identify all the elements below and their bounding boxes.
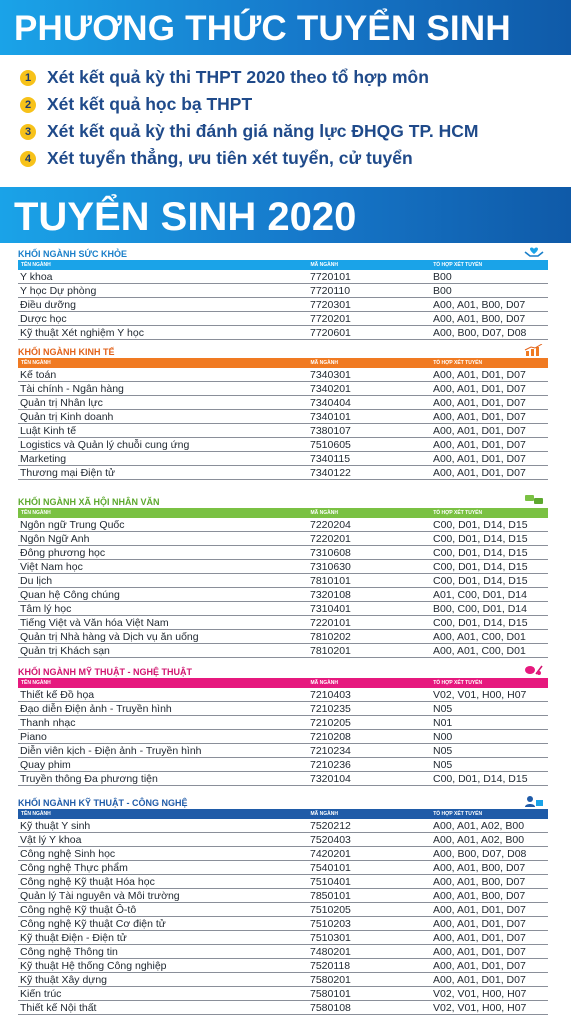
table-row bbox=[18, 452, 548, 466]
major-code: 7210235 bbox=[310, 703, 351, 715]
major-code: 7580201 bbox=[310, 974, 351, 986]
major-code: 7340301 bbox=[310, 369, 351, 381]
subject-combination: A00, A01, D01, D07 bbox=[433, 946, 526, 958]
major-code: 7720101 bbox=[310, 271, 351, 283]
subject-combination: A00, A01, D01, D07 bbox=[433, 960, 526, 972]
major-code: 7310401 bbox=[310, 603, 351, 615]
subject-combination: C00, D01, D14, D15 bbox=[433, 519, 528, 531]
major-code: 7210208 bbox=[310, 731, 351, 743]
major-name: Công nghệ Sinh học bbox=[20, 848, 116, 860]
major-name: Quản trị Kinh doanh bbox=[20, 411, 114, 423]
table-row bbox=[18, 532, 548, 546]
number-badge: 2 bbox=[20, 97, 36, 113]
major-name: Công nghệ Thông tin bbox=[20, 946, 118, 958]
section-title bbox=[18, 666, 548, 678]
subject-combination: C00, D01, D14, D15 bbox=[433, 617, 528, 629]
number-badge: 4 bbox=[20, 151, 36, 167]
subject-combination: C00, D01, D14, D15 bbox=[433, 533, 528, 545]
table-row bbox=[18, 424, 548, 438]
subject-combination: V02, V01, H00, H07 bbox=[433, 988, 527, 1000]
table-row bbox=[18, 410, 548, 424]
major-code: 7210403 bbox=[310, 689, 351, 701]
section-title-text: KHỐI NGÀNH SỨC KHỎE bbox=[18, 249, 127, 259]
subject-combination: C00, D01, D14, D15 bbox=[433, 575, 528, 587]
major-code: 7340201 bbox=[310, 383, 351, 395]
table-row bbox=[18, 973, 548, 987]
column-header-code: MÃ NGÀNH bbox=[310, 680, 338, 686]
major-code: 7380107 bbox=[310, 425, 351, 437]
major-code: 7720201 bbox=[310, 313, 351, 325]
major-name: Kỹ thuật Xét nghiệm Y học bbox=[20, 327, 144, 339]
table-row bbox=[18, 688, 548, 702]
table-row bbox=[18, 931, 548, 945]
subject-combination: A01, C00, D01, D14 bbox=[433, 589, 527, 601]
major-name: Y khoa bbox=[20, 271, 53, 283]
table-row bbox=[18, 630, 548, 644]
table-row bbox=[18, 903, 548, 917]
table-body bbox=[18, 518, 548, 658]
method-text: Xét kết quả học bạ THPT bbox=[47, 94, 253, 114]
subject-combination: A00, A01, B00, D07 bbox=[433, 890, 526, 902]
major-code: 7320104 bbox=[310, 773, 351, 785]
major-code: 7580108 bbox=[310, 1002, 351, 1014]
section-engineering bbox=[18, 797, 548, 1015]
major-code: 7340115 bbox=[310, 453, 351, 465]
table-row bbox=[18, 270, 548, 284]
major-name: Dược học bbox=[20, 313, 67, 325]
subject-combination: V02, V01, H00, H07 bbox=[433, 1002, 527, 1014]
method-item bbox=[20, 145, 560, 172]
subject-combination: A00, A01, D01, D07 bbox=[433, 369, 526, 381]
subject-combination: C00, D01, D14, D15 bbox=[433, 547, 528, 559]
table-body bbox=[18, 688, 548, 786]
major-code: 7810202 bbox=[310, 631, 351, 643]
major-name: Kỹ thuật Y sinh bbox=[20, 820, 91, 832]
table-row bbox=[18, 616, 548, 630]
method-text: Xét kết quả kỳ thi THPT 2020 theo tổ hợp môn bbox=[47, 67, 429, 87]
table-row bbox=[18, 959, 548, 973]
major-name: Tâm lý học bbox=[20, 603, 72, 615]
major-name: Marketing bbox=[20, 453, 67, 465]
table-row bbox=[18, 466, 548, 480]
major-code: 7810101 bbox=[310, 575, 351, 587]
section-title-text: KHỐI NGÀNH MỸ THUẬT - NGHỆ THUẬT bbox=[18, 667, 192, 677]
section-title bbox=[18, 797, 548, 809]
subject-combination: B00, C00, D01, D14 bbox=[433, 603, 527, 615]
column-header-code: MÃ NGÀNH bbox=[310, 510, 338, 516]
section-title-text: KHỐI NGÀNH XÃ HỘI NHÂN VĂN bbox=[18, 497, 160, 507]
subject-combination: A00, A01, D01, D07 bbox=[433, 453, 526, 465]
column-header-combo: TỔ HỢP XÉT TUYỂN bbox=[433, 811, 483, 817]
major-name: Logistics và Quản lý chuỗi cung ứng bbox=[20, 439, 190, 451]
major-code: 7540101 bbox=[310, 862, 351, 874]
major-code: 7720110 bbox=[310, 285, 351, 297]
column-header-name: TÊN NGÀNH bbox=[21, 680, 51, 686]
section-title bbox=[18, 248, 548, 260]
subject-combination: B00 bbox=[433, 271, 452, 283]
subject-combination: A00, A01, B00, D07 bbox=[433, 862, 526, 874]
major-name: Công nghệ Kỹ thuật Ô-tô bbox=[20, 904, 137, 916]
major-code: 7340122 bbox=[310, 467, 351, 479]
section-title-text: KHỐI NGÀNH KỸ THUẬT - CÔNG NGHỆ bbox=[18, 798, 188, 808]
major-name: Quan hệ Công chúng bbox=[20, 589, 120, 601]
major-name: Kỹ thuật Hệ thống Công nghiệp bbox=[20, 960, 167, 972]
major-code: 7510401 bbox=[310, 876, 351, 888]
major-name: Công nghệ Thực phẩm bbox=[20, 862, 128, 874]
major-name: Đông phương học bbox=[20, 547, 106, 559]
major-name: Quản trị Nhân lực bbox=[20, 397, 103, 409]
major-name: Ngôn ngữ Trung Quốc bbox=[20, 519, 125, 531]
subject-combination: A00, B00, D07, D08 bbox=[433, 327, 527, 339]
subject-combination: A00, A01, D01, D07 bbox=[433, 425, 526, 437]
column-header-combo: TỔ HỢP XÉT TUYỂN bbox=[433, 510, 483, 516]
major-name: Việt Nam học bbox=[20, 561, 83, 573]
table-row bbox=[18, 560, 548, 574]
subject-combination: A00, A01, B00, D07 bbox=[433, 313, 526, 325]
health-hands-icon bbox=[524, 246, 544, 258]
major-name: Điều dưỡng bbox=[20, 299, 76, 311]
table-header bbox=[18, 358, 548, 368]
major-name: Công nghệ Kỹ thuật Cơ điện tử bbox=[20, 918, 166, 930]
art-palette-icon bbox=[524, 664, 544, 676]
subject-combination: B00 bbox=[433, 285, 452, 297]
major-name: Thanh nhạc bbox=[20, 717, 76, 729]
table-row bbox=[18, 284, 548, 298]
table-row bbox=[18, 518, 548, 532]
major-code: 7810201 bbox=[310, 645, 351, 657]
major-code: 7210236 bbox=[310, 759, 351, 771]
major-name: Công nghệ Kỹ thuật Hóa học bbox=[20, 876, 155, 888]
table-row bbox=[18, 382, 548, 396]
table-row bbox=[18, 875, 548, 889]
table-row bbox=[18, 588, 548, 602]
subject-combination: A00, A01, C00, D01 bbox=[433, 631, 526, 643]
table-body bbox=[18, 270, 548, 340]
subject-combination: A00, A01, C00, D01 bbox=[433, 645, 526, 657]
column-header-name: TÊN NGÀNH bbox=[21, 811, 51, 817]
table-row bbox=[18, 861, 548, 875]
column-header-code: MÃ NGÀNH bbox=[310, 262, 338, 268]
table-row bbox=[18, 772, 548, 786]
subject-combination: A00, A01, D01, D07 bbox=[433, 439, 526, 451]
table-row bbox=[18, 702, 548, 716]
table-row bbox=[18, 574, 548, 588]
major-code: 7320108 bbox=[310, 589, 351, 601]
table-row bbox=[18, 602, 548, 616]
major-code: 7510605 bbox=[310, 439, 351, 451]
method-text: Xét tuyển thẳng, ưu tiên xét tuyển, cử tuyển bbox=[47, 148, 413, 168]
major-name: Quản lý Tài nguyên và Môi trường bbox=[20, 890, 180, 902]
column-header-combo: TỔ HỢP XÉT TUYỂN bbox=[433, 262, 483, 268]
major-code: 7510203 bbox=[310, 918, 351, 930]
engineer-icon bbox=[524, 795, 544, 807]
major-code: 7220201 bbox=[310, 533, 351, 545]
table-row bbox=[18, 730, 548, 744]
major-code: 7520403 bbox=[310, 834, 351, 846]
subject-combination: A00, B00, D07, D08 bbox=[433, 848, 527, 860]
table-header bbox=[18, 678, 548, 688]
major-name: Y học Dự phòng bbox=[20, 285, 97, 297]
table-row bbox=[18, 298, 548, 312]
subject-combination: C00, D01, D14, D15 bbox=[433, 773, 528, 785]
table-row bbox=[18, 847, 548, 861]
table-body bbox=[18, 368, 548, 480]
subject-combination: A00, A01, D01, D07 bbox=[433, 383, 526, 395]
table-header bbox=[18, 508, 548, 518]
subject-combination: N05 bbox=[433, 703, 453, 715]
table-row bbox=[18, 987, 548, 1001]
speech-bubbles-icon bbox=[524, 494, 544, 506]
major-code: 7510205 bbox=[310, 904, 351, 916]
subject-combination: A00, A01, B00, D07 bbox=[433, 299, 526, 311]
major-name: Du lịch bbox=[20, 575, 53, 587]
major-name: Diễn viên kịch - Điện ảnh - Truyền hình bbox=[20, 745, 202, 757]
table-row bbox=[18, 396, 548, 410]
table-row bbox=[18, 744, 548, 758]
major-code: 7210234 bbox=[310, 745, 351, 757]
subject-combination: A00, A01, D01, D07 bbox=[433, 411, 526, 423]
major-name: Quản trị Nhà hàng và Dịch vụ ăn uống bbox=[20, 631, 199, 643]
subject-combination: N00 bbox=[433, 731, 453, 743]
major-name: Quay phim bbox=[20, 759, 71, 771]
major-code: 7520118 bbox=[310, 960, 351, 972]
major-name: Tài chính - Ngân hàng bbox=[20, 383, 124, 395]
table-row bbox=[18, 833, 548, 847]
subject-combination: A00, A01, D01, D07 bbox=[433, 397, 526, 409]
major-code: 7310608 bbox=[310, 547, 351, 559]
method-item bbox=[20, 118, 560, 145]
major-name: Thương mại Điện tử bbox=[20, 467, 116, 479]
major-name: Tiếng Việt và Văn hóa Việt Nam bbox=[20, 617, 169, 629]
table-row bbox=[18, 312, 548, 326]
column-header-code: MÃ NGÀNH bbox=[310, 811, 338, 817]
major-name: Kỹ thuật Điện - Điện tử bbox=[20, 932, 127, 944]
column-header-name: TÊN NGÀNH bbox=[21, 510, 51, 516]
major-code: 7850101 bbox=[310, 890, 351, 902]
major-name: Quản trị Khách sạn bbox=[20, 645, 110, 657]
table-row bbox=[18, 438, 548, 452]
table-header bbox=[18, 260, 548, 270]
section-social bbox=[18, 496, 548, 658]
subject-combination: V02, V01, H00, H07 bbox=[433, 689, 527, 701]
table-row bbox=[18, 758, 548, 772]
column-header-code: MÃ NGÀNH bbox=[310, 360, 338, 366]
table-row bbox=[18, 1001, 548, 1015]
table-row bbox=[18, 546, 548, 560]
section-arts bbox=[18, 666, 548, 786]
table-row bbox=[18, 917, 548, 931]
major-name: Thiết kế Đồ họa bbox=[20, 689, 95, 701]
section-title-text: KHỐI NGÀNH KINH TẾ bbox=[18, 347, 115, 357]
number-badge: 1 bbox=[20, 70, 36, 86]
table-row bbox=[18, 945, 548, 959]
table-row bbox=[18, 644, 548, 658]
major-name: Piano bbox=[20, 731, 47, 743]
major-name: Kiến trúc bbox=[20, 988, 62, 1000]
subject-combination: A00, A01, D01, D07 bbox=[433, 467, 526, 479]
table-row bbox=[18, 326, 548, 340]
subject-combination: A00, A01, A02, B00 bbox=[433, 834, 525, 846]
major-code: 7420201 bbox=[310, 848, 351, 860]
major-name: Kỹ thuật Xây dựng bbox=[20, 974, 107, 986]
method-item bbox=[20, 64, 560, 91]
subject-combination: A00, A01, A02, B00 bbox=[433, 820, 525, 832]
major-code: 7220204 bbox=[310, 519, 351, 531]
column-header-name: TÊN NGÀNH bbox=[21, 262, 51, 268]
major-name: Luật Kinh tế bbox=[20, 425, 77, 437]
major-code: 7210205 bbox=[310, 717, 351, 729]
methods-banner bbox=[0, 0, 571, 55]
column-header-name: TÊN NGÀNH bbox=[21, 360, 51, 366]
major-name: Kế toán bbox=[20, 369, 57, 381]
major-code: 7220101 bbox=[310, 617, 351, 629]
major-name: Thiết kế Nội thất bbox=[20, 1002, 97, 1014]
table-row bbox=[18, 716, 548, 730]
major-code: 7520212 bbox=[310, 820, 351, 832]
major-code: 7720601 bbox=[310, 327, 351, 339]
major-code: 7580101 bbox=[310, 988, 351, 1000]
major-code: 7720301 bbox=[310, 299, 351, 311]
subject-combination: A00, A01, B00, D07 bbox=[433, 876, 526, 888]
table-row bbox=[18, 889, 548, 903]
major-code: 7510301 bbox=[310, 932, 351, 944]
year-banner bbox=[0, 187, 571, 243]
year-title: TUYỂN SINH 2020 bbox=[14, 195, 357, 239]
major-name: Đạo diễn Điện ảnh - Truyền hình bbox=[20, 703, 172, 715]
methods-title: PHƯƠNG THỨC TUYỂN SINH bbox=[14, 9, 511, 48]
subject-combination: C00, D01, D14, D15 bbox=[433, 561, 528, 573]
major-code: 7340404 bbox=[310, 397, 351, 409]
major-code: 7340101 bbox=[310, 411, 351, 423]
number-badge: 3 bbox=[20, 124, 36, 140]
column-header-combo: TỔ HỢP XÉT TUYỂN bbox=[433, 360, 483, 366]
section-health bbox=[18, 248, 548, 340]
major-name: Truyền thông Đa phương tiện bbox=[20, 773, 158, 785]
section-title bbox=[18, 346, 548, 358]
table-row bbox=[18, 819, 548, 833]
subject-combination: N05 bbox=[433, 745, 453, 757]
major-code: 7310630 bbox=[310, 561, 351, 573]
table-row bbox=[18, 368, 548, 382]
section-economics bbox=[18, 346, 548, 480]
subject-combination: A00, A01, D01, D07 bbox=[433, 932, 526, 944]
table-body bbox=[18, 819, 548, 1015]
major-name: Vật lý Y khoa bbox=[20, 834, 82, 846]
major-code: 7480201 bbox=[310, 946, 351, 958]
subject-combination: A00, A01, D01, D07 bbox=[433, 918, 526, 930]
subject-combination: A00, A01, D01, D07 bbox=[433, 974, 526, 986]
major-name: Ngôn Ngữ Anh bbox=[20, 533, 90, 545]
bar-chart-icon bbox=[524, 344, 544, 356]
section-title bbox=[18, 496, 548, 508]
subject-combination: N01 bbox=[433, 717, 453, 729]
method-text: Xét kết quả kỳ thi đánh giá năng lực ĐHQG TP. HCM bbox=[47, 121, 479, 141]
subject-combination: A00, A01, D01, D07 bbox=[433, 904, 526, 916]
table-header bbox=[18, 809, 548, 819]
method-item bbox=[20, 91, 560, 118]
column-header-combo: TỔ HỢP XÉT TUYỂN bbox=[433, 680, 483, 686]
subject-combination: N05 bbox=[433, 759, 453, 771]
methods-list bbox=[20, 64, 560, 172]
